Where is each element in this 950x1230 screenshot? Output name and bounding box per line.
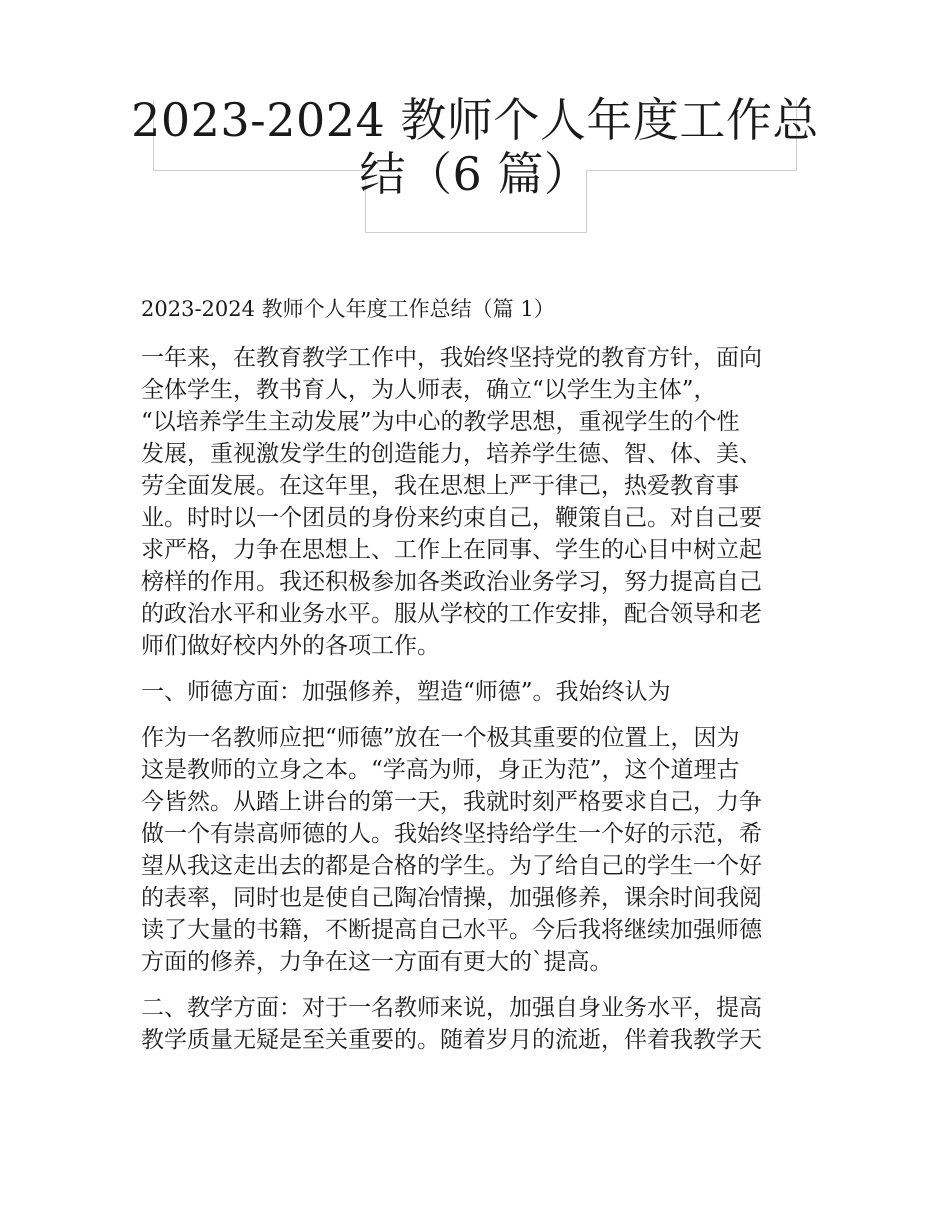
- paragraph-line: “以培养学生主动发展”为中心的教学思想，重视学生的个性: [141, 409, 740, 435]
- paragraph-line: 的政治水平和业务水平。服从学校的工作安排，配合领导和老: [141, 601, 762, 627]
- document-title-line-2: 结（6 篇）: [359, 147, 591, 201]
- paragraph-teaching: [141, 992, 813, 1056]
- section-subtitle: 2023-2024 教师个人年度工作总结（篇 1）: [141, 297, 555, 321]
- paragraph-line: 今皆然。从踏上讲台的第一天，我就时刻严格要求自己，力争: [141, 789, 762, 815]
- paragraph-ethics: [141, 722, 813, 978]
- paragraph-line: 的表率，同时也是使自己陶冶情操，加强修养，课余时间我阅: [141, 885, 762, 911]
- paragraph-line: 方面的修养，力争在这一方面有更大的`提高。: [141, 949, 613, 975]
- paragraph-line: 二、教学方面：对于一名教师来说，加强自身业务水平，提高: [141, 995, 762, 1021]
- document-title-line-1: 2023-2024 教师个人年度工作总: [131, 93, 819, 147]
- paragraph-line: 师们做好校内外的各项工作。: [141, 633, 440, 659]
- paragraph-intro: [141, 342, 813, 662]
- paragraph-ethics-heading: [141, 676, 813, 708]
- paragraph-line: 做一个有崇高师德的人。我始终坚持给学生一个好的示范，希: [141, 821, 762, 847]
- document-body: [141, 292, 813, 1070]
- paragraph-line: 劳全面发展。在这年里，我在思想上严于律己，热爱教育事: [141, 473, 739, 499]
- paragraph-line: 榜样的作用。我还积极参加各类政治业务学习，努力提高自己: [141, 569, 762, 595]
- paragraph-line: 作为一名教师应把“师德”放在一个极其重要的位置上，因为: [141, 725, 740, 751]
- paragraph-line: 求严格，力争在思想上、工作上在同事、学生的心目中树立起: [141, 537, 762, 563]
- paragraph-line: 这是教师的立身之本。“学高为师，身正为范”，这个道理古: [141, 757, 740, 783]
- title-frame-box-bottom: [365, 232, 587, 233]
- paragraph-line: 读了大量的书籍，不断提高自己水平。今后我将继续加强师德: [141, 917, 762, 943]
- paragraph-line: 教学质量无疑是至关重要的。随着岁月的流逝，伴着我教学天: [141, 1027, 762, 1053]
- paragraph-line: 一年来，在教育教学工作中，我始终坚持党的教育方针，面向: [141, 345, 762, 371]
- paragraph-line: 望从我这走出去的都是合格的学生。为了给自己的学生一个好: [141, 853, 762, 879]
- paragraph-line: 发展，重视激发学生的创造能力，培养学生德、智、体、美、: [141, 441, 762, 467]
- paragraph-line: 一、师德方面：加强修养，塑造“师德”。我始终认为: [141, 679, 671, 705]
- paragraph-line: 业。时时以一个团员的身份来约束自己，鞭策自己。对自己要: [141, 505, 762, 531]
- paragraph-line: 全体学生，教书育人，为人师表，确立“以学生为主体”，: [141, 377, 717, 403]
